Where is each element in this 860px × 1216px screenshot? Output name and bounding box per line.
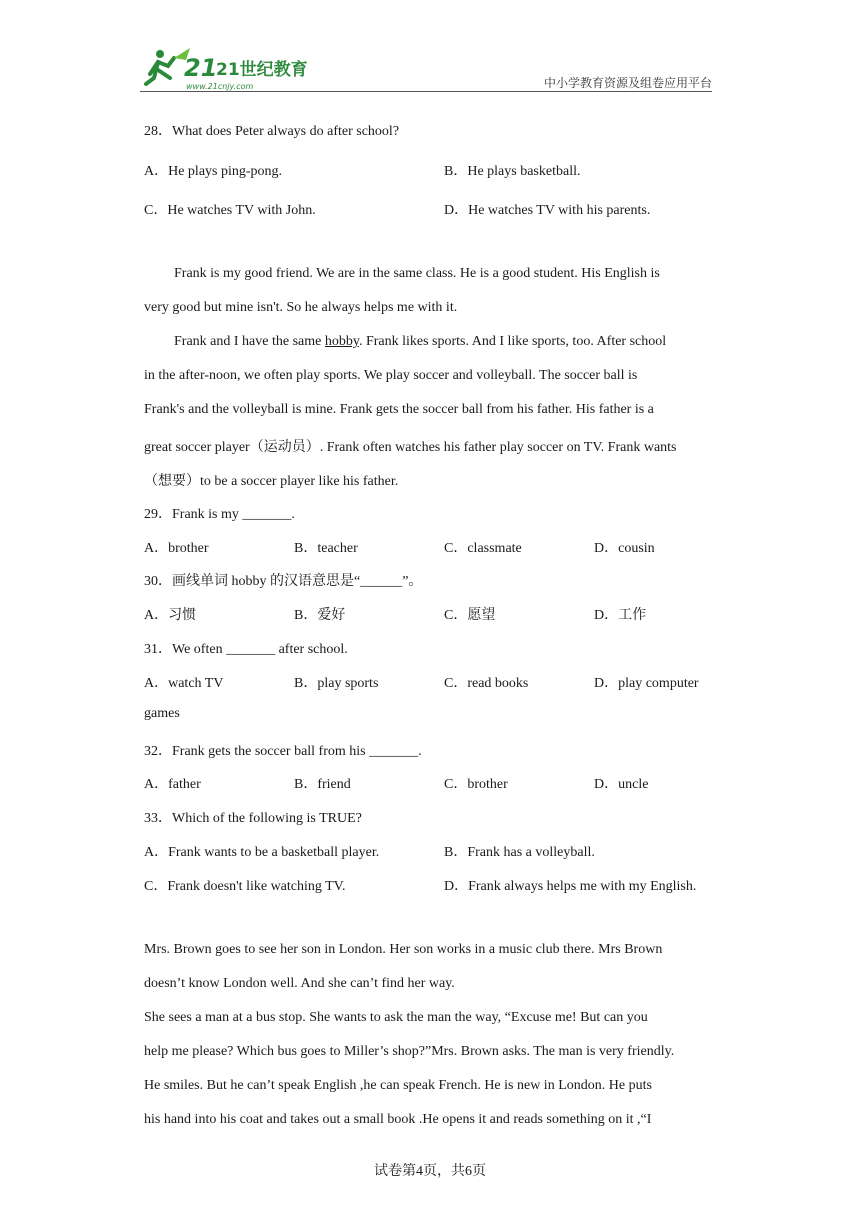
q32-option-b: B．friend <box>294 777 351 792</box>
q30-option-a: A．习惯 <box>144 608 197 623</box>
q31-option-d: D．play computer <box>594 676 699 691</box>
q29-option-c: C．classmate <box>444 541 522 556</box>
q33-option-a: A．Frank wants to be a basketball player. <box>144 845 380 860</box>
svg-text:www.21cnjy.com: www.21cnjy.com <box>186 82 254 91</box>
passage3-line: help me please? Which bus goes to Miller’s shop?”Mrs. Brown asks. The man is very friendly. <box>144 1044 675 1059</box>
q33-option-b: B．Frank has a volleyball. <box>444 845 595 860</box>
q31-option-d-wrap: games <box>144 706 180 721</box>
question-31-stem: 31．We often _______ after school. <box>144 642 348 657</box>
page-header <box>140 40 712 92</box>
passage2-line: Frank is my good friend. We are in the same class. He is a good student. His English is <box>174 266 660 281</box>
passage3-line: Mrs. Brown goes to see her son in London. Her son works in a music club there. Mrs Brown <box>144 942 663 957</box>
platform-name: 中小学教育资源及组卷应用平台 <box>543 76 712 90</box>
passage2-line: in the after-noon, we often play sports. We play soccer and volleyball. The soccer ball is <box>144 368 638 383</box>
q28-option-a: A．He plays ping-pong. <box>144 164 283 179</box>
header-divider <box>140 91 712 92</box>
q33-option-c: C．Frank doesn't like watching TV. <box>144 879 346 894</box>
passage3-line: his hand into his coat and takes out a small book .He opens it and reads something on it ,“I <box>144 1112 652 1127</box>
q28-option-c: C．He watches TV with John. <box>144 203 316 218</box>
q33-option-d: D．Frank always helps me with my English. <box>444 879 697 894</box>
question-33-stem: 33．Which of the following is TRUE? <box>144 811 362 826</box>
q29-option-b: B．teacher <box>294 541 358 556</box>
underlined-word-hobby: hobby <box>324 334 359 349</box>
question-28-stem: 28．What does Peter always do after school? <box>144 124 400 139</box>
q32-option-d: D．uncle <box>594 777 649 792</box>
q31-option-c: C．read books <box>444 676 529 691</box>
q30-option-b: B．爱好 <box>294 608 346 623</box>
q28-option-b: B．He plays basketball. <box>444 164 581 179</box>
passage2-line: Frank and I have the same hobby. Frank likes sports. And I like sports, too. After school <box>174 334 667 349</box>
question-30-stem: 30．画线单词 hobby 的汉语意思是“______”。 <box>144 574 423 589</box>
question-29-stem: 29．Frank is my _______. <box>144 507 295 522</box>
q32-option-c: C．brother <box>444 777 508 792</box>
q32-option-a: A．father <box>144 777 201 792</box>
passage2-line: （想要）to be a soccer player like his father. <box>144 474 399 489</box>
question-32-stem: 32．Frank gets the soccer ball from his _______. <box>144 744 422 759</box>
svg-text:21: 21 <box>184 54 218 82</box>
q28-option-d: D．He watches TV with his parents. <box>444 203 651 218</box>
21cnjy-logo <box>140 44 310 92</box>
passage2-line: great soccer player（运动员）. Frank often watches his father play soccer on TV. Frank wants <box>144 440 677 455</box>
passage3-line: doesn’t know London well. And she can’t find her way. <box>144 976 455 991</box>
passage3-line: She sees a man at a bus stop. She wants to ask the man the way, “Excuse me! But can you <box>144 1010 648 1025</box>
q29-option-d: D．cousin <box>594 541 655 556</box>
q31-option-b: B．play sports <box>294 676 379 691</box>
q30-option-d: D．工作 <box>594 608 647 623</box>
svg-text:21世纪教育: 21世纪教育 <box>216 60 308 80</box>
page-footer: 试卷第4页，共6页 <box>374 1164 486 1179</box>
q29-option-a: A．brother <box>144 541 209 556</box>
q30-option-c: C．愿望 <box>444 608 496 623</box>
passage2-line: very good but mine isn't. So he always helps me with it. <box>144 300 458 315</box>
q31-option-a: A．watch TV <box>144 676 224 691</box>
passage2-line: Frank's and the volleyball is mine. Frank gets the soccer ball from his father. His father is a <box>144 402 654 417</box>
passage3-line: He smiles. But he can’t speak English ,he can speak French. He is new in London. He puts <box>144 1078 652 1093</box>
